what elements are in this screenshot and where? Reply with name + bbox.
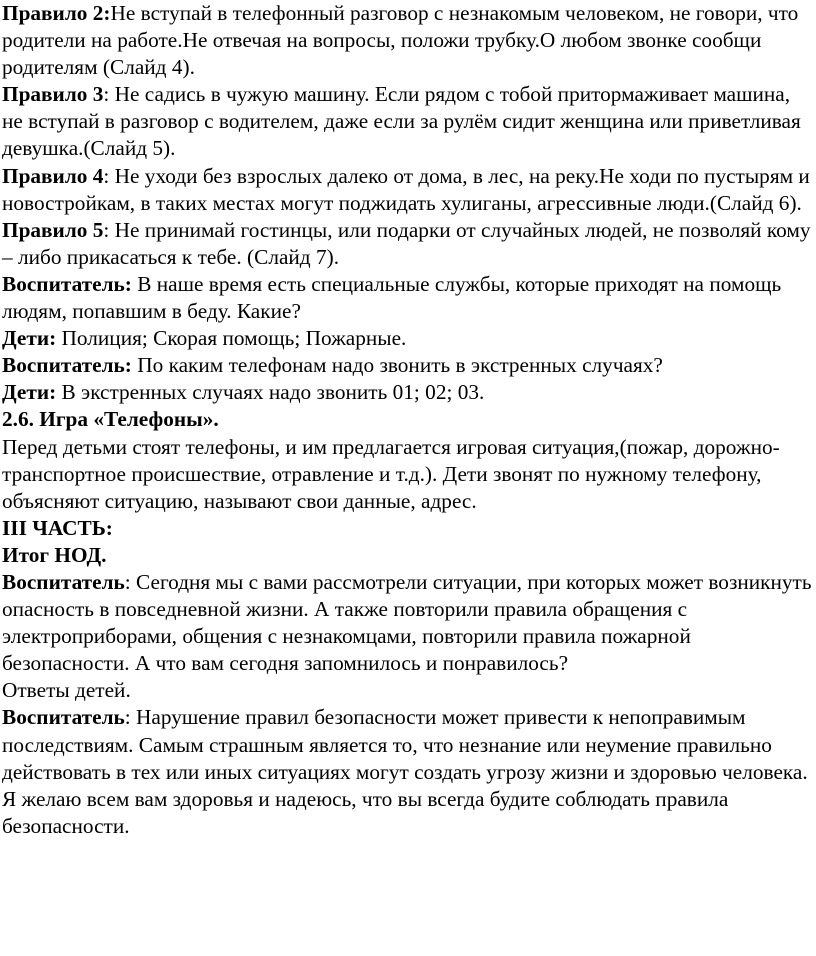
- teacher-summary-text: : Сегодня мы с вами рассмотрели ситуации, при которых может возникнуть опасность в повседневной жизни. А также повторили правила обращения с электроприборами, общения с незнакомцами, повторили правила пожарной безопасности. А что вам сегодня запомнилось и понравилось?: [2, 569, 812, 676]
- game-heading-paragraph: [2, 406, 816, 433]
- teacher-question-text: В наше время есть специальные службы, которые приходят на помощь людям, попавшим в беду. Какие?: [2, 271, 782, 324]
- teacher-summary-paragraph: [2, 569, 816, 677]
- rule-5-text: : Не принимай гостинцы, или подарки от случайных людей, не позволяй кому – либо прикасаться к тебе. (Слайд 7).: [2, 217, 811, 269]
- children-answers-text: Ответы детей.: [2, 678, 131, 703]
- game-description-paragraph: [2, 434, 816, 515]
- children-phone-answer-text: В экстренных случаях надо звонить 01; 02; 03.: [56, 380, 485, 405]
- rule-5-label: Правило 5: [2, 217, 104, 242]
- rule-3-label: Правило 3: [2, 82, 104, 107]
- game-heading: 2.6. Игра «Телефоны».: [2, 407, 219, 432]
- children-answer-text: Полиция; Скорая помощь; Пожарные.: [56, 326, 407, 351]
- teacher-conclusion-paragraph: [2, 704, 816, 839]
- teacher-conclusion-text: : Нарушение правил безопасности может привести к непоправимым последствиям. Самым страшным является то, что незнание или неумение правильно действовать в тех или иных ситуациях могут создать угрозу жизни и здоровью человека. Я желаю всем вам здоровья и надеюсь, что вы всегда будите соблюдать правила безопасности.: [2, 705, 808, 838]
- teacher-label: Воспитатель:: [2, 271, 132, 296]
- game-description-text: Перед детьми стоят телефоны, и им предлагается игровая ситуация,(пожар, дорожно-транспортное происшествие, отравление и т.д.). Дети звонят по нужному телефону, объясняют ситуацию, называют свои данные, адрес.: [2, 434, 780, 513]
- teacher-question-paragraph: [2, 271, 816, 325]
- rule-3-paragraph: [2, 81, 816, 162]
- teacher-phone-question-text: По каким телефонам надо звонить в экстренных случаях?: [131, 353, 663, 378]
- children-phone-answer-paragraph: [2, 379, 816, 406]
- children-answer-paragraph: [2, 325, 816, 352]
- rule-5-paragraph: [2, 217, 816, 271]
- children-label: Дети:: [2, 380, 57, 405]
- part-3-heading: III ЧАСТЬ:: [2, 515, 113, 540]
- rule-4-text: : Не уходи без взрослых далеко от дома, в лес, на реку.Не ходи по пустырям и новостройкам, в таких местах могут поджидать хулиганы, агрессивные люди.(Слайд 6).: [2, 163, 810, 215]
- rule-2-label: Правило 2:: [2, 1, 111, 25]
- teacher-label: Воспитатель:: [2, 353, 132, 378]
- rule-2-text: Не вступай в телефонный разговор с незнакомым человеком, не говори, что родители на работе.Не отвечая на вопросы, положи трубку.О любом звонке сообщи родителям (Слайд 4).: [2, 1, 799, 80]
- rule-2-paragraph: [2, 0, 816, 81]
- rule-3-text: : Не садись в чужую машину. Если рядом с тобой притормаживает машина, не вступай в разговор с водителем, даже если за рулём сидит женщина или приветливая девушка.(Слайд 5).: [2, 82, 801, 161]
- teacher-label: Воспитатель: [2, 569, 125, 594]
- teacher-phone-question-paragraph: [2, 352, 816, 379]
- summary-heading-paragraph: [2, 542, 816, 569]
- children-answers-paragraph: [2, 677, 816, 704]
- summary-heading: Итог НОД.: [2, 542, 107, 567]
- part-3-heading-paragraph: [2, 515, 816, 542]
- rule-4-paragraph: [2, 163, 816, 217]
- teacher-label: Воспитатель: [2, 705, 125, 730]
- children-label: Дети:: [2, 326, 57, 351]
- rule-4-label: Правило 4: [2, 163, 104, 188]
